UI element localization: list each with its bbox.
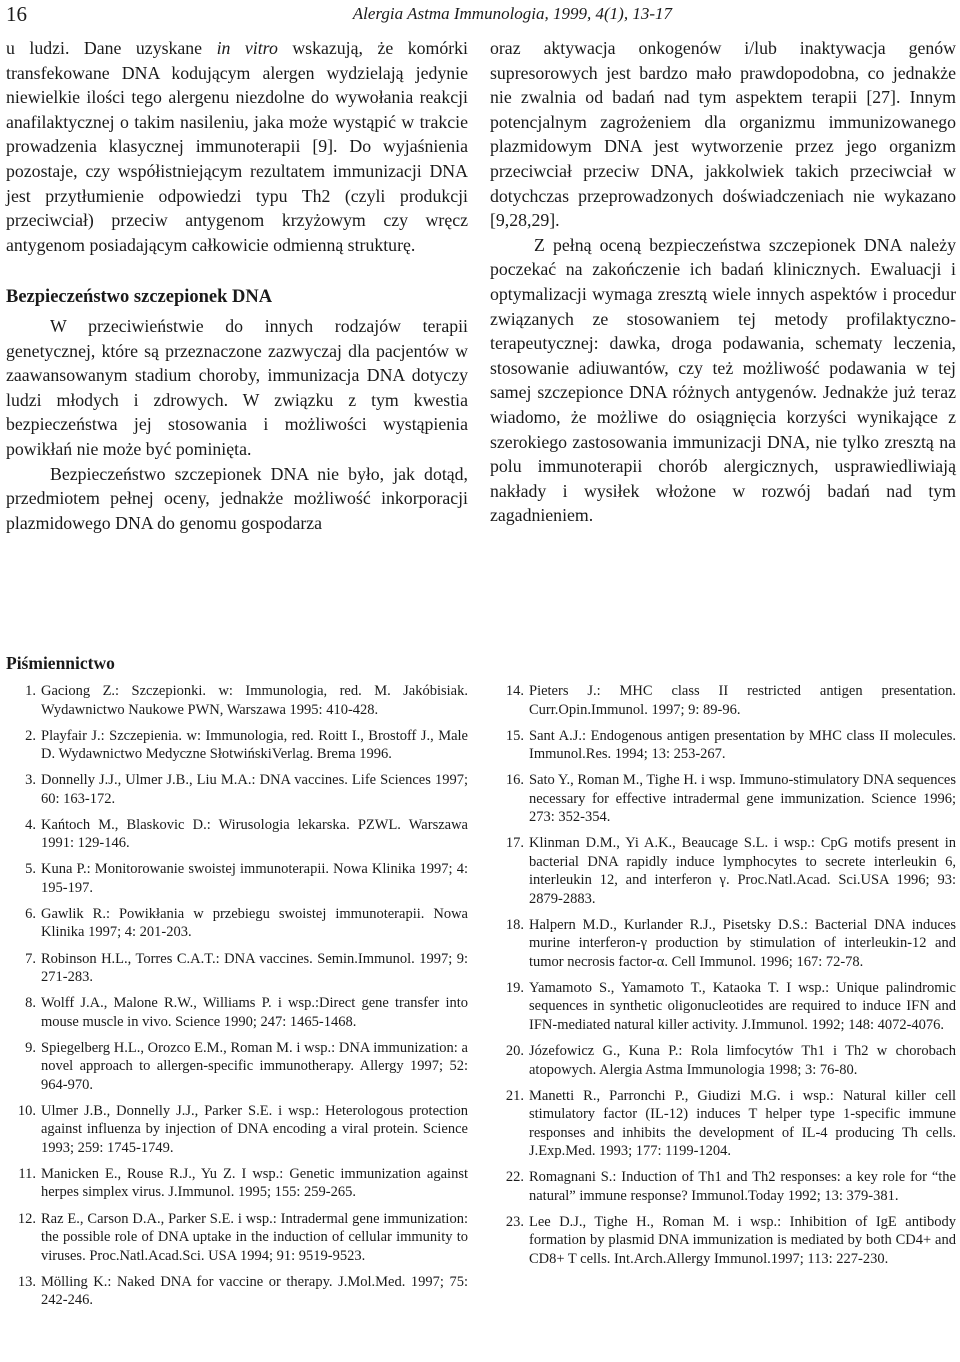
italic-phrase: in vitro xyxy=(216,38,278,58)
reference-number: 9 . xyxy=(8,1039,36,1058)
reference-text: Donnelly J.J., Ulmer J.B., Liu M.A.: DNA vaccines. Life Sciences 1997; 60: 163-172. xyxy=(41,772,468,807)
reference-item xyxy=(8,816,468,853)
reference-item xyxy=(8,1039,468,1095)
reference-item xyxy=(8,682,468,719)
reference-number: 16 . xyxy=(496,771,524,790)
reference-number: 21 . xyxy=(496,1087,524,1106)
reference-text: Robinson H.L., Torres C.A.T.: DNA vaccines. Semin.Immunol. 1997; 9: 271-283. xyxy=(41,950,468,986)
reference-text: Sant A.J.: Endogenous antigen presentation by MHC class II molecules. Immunol.Res. 1994; 13: 253-267. xyxy=(529,727,956,763)
reference-number: 4 . xyxy=(8,816,36,835)
reference-text: Gaciong Z.: Szczepionki. w: Immunologia, red. M. Jakóbisiak. Wydawnictwo Naukowe PWN, Warszawa 1995: 410-428. xyxy=(41,683,468,718)
reference-item xyxy=(496,771,956,827)
reference-text: Pieters J.: MHC class II restricted antigen presentation. Curr.Opin.Immunol. 1997; 9: 89-96. xyxy=(529,683,956,718)
reference-item xyxy=(8,727,468,764)
reference-text: Spiegelberg H.L., Orozco E.M., Roman M. i wsp.: DNA immunization: a novel approach to allergen-specific immunotherapy. Allergy 1997; 52: 964-970. xyxy=(41,1039,468,1093)
reference-number: 3 . xyxy=(8,771,36,790)
references-heading: Piśmiennictwo xyxy=(6,653,115,673)
paragraph-text: u ludzi. Dane uzyskane xyxy=(6,38,217,58)
reference-item xyxy=(496,1087,956,1161)
reference-item xyxy=(496,682,956,719)
reference-number: 1 . xyxy=(8,682,36,701)
paragraph-text: wskazują, że komórki transfekowane DNA kodującym alergen wydzielają jedynie niewielkie ilości tego alergenu niezdolne do wywołania reakcji anafilaktycznej o takim nasileniu, jaka może wystąpić w trakcie prowadzenia klasycznej immunoterapii [9]. Do wyjaśnienia pozostaje, czy współistniejącym rezultatem immunizacji DNA jest przytłumienie odpowiedzi typu Th2 (czyli produkcji przeciwciał) przeciw antygenom krzyżowym czy wręcz antygenom posiadającym całkowicie odmienną strukturę. xyxy=(6,38,468,255)
left-column xyxy=(6,36,468,535)
page-header xyxy=(6,2,954,28)
reference-text: Lee D.J., Tighe H., Roman M. i wsp.: Inhibition of IgE antibody formation by plasmid DNA immunization is mediated by both CD4+ and CD8+ T cells. Int.Arch.Allergy Immunol.1997; 113: 227-230. xyxy=(529,1213,956,1267)
reference-text: Józefowicz G., Kuna P.: Rola limfocytów Th1 i Th2 w chorobach atopowych. Alergia Astma Immunologia 1998; 3: 76-80. xyxy=(529,1043,956,1078)
paragraph: W przeciwieństwie do innych rodzajów terapii genetycznej, które są przeznaczone zazwyczaj dla pacjentów w zaawansowanym stadium choroby, immunizacja DNA dotyczy ludzi młodych i zdrowych. W związku z tym kwestia bezpieczeństwa jej stosowania i możliwości wystąpienia powikłań nie może być pominięta. xyxy=(6,315,468,459)
reference-number: 22 . xyxy=(496,1168,524,1187)
reference-item xyxy=(8,994,468,1031)
reference-number: 11 . xyxy=(8,1165,36,1184)
reference-text: Manicken E., Rouse R.J., Yu Z. I wsp.: Genetic immunization against herpes simplex virus. J.Immunol. 1995; 155: 259-265. xyxy=(41,1165,468,1201)
reference-number: 20 . xyxy=(496,1042,524,1061)
right-column xyxy=(490,36,956,528)
reference-number: 13 . xyxy=(8,1273,36,1292)
reference-number: 15 . xyxy=(496,727,524,746)
reference-text: Kuna P.: Monitorowanie swoistej immunoterapii. Nowa Klinika 1997; 4: 195-197. xyxy=(41,861,468,896)
reference-number: 10 . xyxy=(8,1102,36,1121)
reference-item xyxy=(496,916,956,972)
reference-number: 23 . xyxy=(496,1213,524,1232)
reference-item xyxy=(8,1102,468,1158)
reference-text: Mölling K.: Naked DNA for vaccine or therapy. J.Mol.Med. 1997; 75: 242-246. xyxy=(41,1273,468,1309)
reference-item xyxy=(496,979,956,1035)
journal-citation: Alergia Astma Immunologia, 1999, 4(1), 13-17 xyxy=(352,4,672,23)
reference-text: Manetti R., Parronchi P., Giudizi M.G. i wsp.: Natural killer cell stimulatory factor (IL-12) induces T helper type 1-specific immune responses and inhibits the development of IL-4 producing Th cells. J.Exp.Med. 1993; 177: 1199-1204. xyxy=(529,1087,956,1160)
reference-number: 14 . xyxy=(496,682,524,701)
page-number: 16 xyxy=(6,2,27,26)
reference-text: Wolff J.A., Malone R.W., Williams P. i wsp.:Direct gene transfer into mouse muscle in vivo. Science 1990; 247: 1465-1468. xyxy=(41,995,468,1030)
reference-item xyxy=(496,1213,956,1269)
reference-number: 18 . xyxy=(496,916,524,935)
reference-number: 12 . xyxy=(8,1210,36,1229)
paragraph: Z pełną oceną bezpieczeństwa szczepionek DNA należy poczekać na zakończenie ich badań klinicznych. Ewaluacji i optymalizacji wymaga zresztą wiele innych aspektów i procedur związanych ze stosowaniem tej metody profilaktyczno-terapeutycznej: dawka, droga podawania, schematy leczenia, stosowanie adiuwantów, czy też możliwość podawania w tej samej szczepionce DNA różnych antygenów. Jednakże już teraz wiadomo, że możliwe do osiągnięcia korzyści wynikające z szerokiego zastosowania immunizacji DNA, nie tylko zresztą na polu immunoterapii chorób alergicznych, usprawiedliwiają nakłady i wysiłek włożone w rozwój badań nad tym zagadnieniem. xyxy=(490,234,956,526)
reference-number: 6 . xyxy=(8,905,36,924)
reference-text: Yamamoto S., Yamamoto T., Kataoka T. I wsp.: Unique palindromic sequences in synthetic oligonucleotides are required to induce IFN and IFN-mediated natural killer activity. J.Immunol. 1992; 148: 4072-4076. xyxy=(529,979,956,1033)
paragraph: oraz aktywacja onkogenów i/lub inaktywacja genów supresorowych jest bardzo mało prawdopodobna, co jednakże nie zwalnia od badań nad tym aspektem terapii [27]. Innym potencjalnym zagrożeniem dla organizmu immunizowanego plazmidowym DNA jest wytworzenie przez jego organizm przeciwciał przeciw DNA, jakkolwiek takich przeciwciał w dotychczas przeprowadzonych doświadczeniach nie wykazano [9,28,29]. xyxy=(490,38,956,231)
reference-text: Kańtoch M., Blaskovic D.: Wirusologia lekarska. PZWL. Warszawa 1991: 129-146. xyxy=(41,816,468,852)
reference-item xyxy=(8,1273,468,1310)
reference-text: Romagnani S.: Induction of Th1 and Th2 responses: a key role for “the natural” immune response? Immunol.Today 1992; 13: 379-381. xyxy=(529,1169,956,1204)
reference-number: 5 . xyxy=(8,860,36,879)
reference-item xyxy=(8,771,468,808)
reference-item xyxy=(8,905,468,942)
references-list-left xyxy=(8,682,468,1317)
reference-text: Ulmer J.B., Donnelly J.J., Parker S.E. i wsp.: Heterologous protection against influenza by injection of DNA encoding a viral protein. Science 1993; 259: 1745-1749. xyxy=(41,1102,468,1156)
paragraph: Bezpieczeństwo szczepionek DNA nie było, jak dotąd, przedmiotem pełnej oceny, jednakże możliwość inkorporacji plazmidowego DNA do genomu gospodarza xyxy=(6,463,468,533)
reference-item xyxy=(496,727,956,764)
reference-item xyxy=(496,1168,956,1205)
reference-text: Sato Y., Roman M., Tighe H. i wsp. Immuno-stimulatory DNA sequences necessary for effective intradermal gene immunization. Science 1996; 273: 352-354. xyxy=(529,772,956,826)
reference-item xyxy=(8,1165,468,1202)
reference-item xyxy=(496,1042,956,1079)
references-list-right xyxy=(496,682,956,1276)
paragraph xyxy=(6,36,468,257)
reference-text: Gawlik R.: Powikłania w przebiegu swoistej immunoterapii. Nowa Klinika 1997; 4: 201-203. xyxy=(41,905,468,941)
reference-item xyxy=(8,950,468,987)
reference-item xyxy=(8,860,468,897)
section-heading: Bezpieczeństwo szczepionek DNA xyxy=(6,287,273,308)
reference-item xyxy=(8,1210,468,1266)
reference-text: Raz E., Carson D.A., Parker S.E. i wsp.: Intradermal gene immunization: the possible role of DNA uptake in the induction of cellular immunity to viruses. Proc.Natl.Acad.Sci. USA 1994; 91: 9519-9523. xyxy=(41,1210,468,1264)
reference-number: 2 . xyxy=(8,727,36,746)
reference-item xyxy=(496,834,956,908)
reference-number: 17 . xyxy=(496,834,524,853)
reference-text: Klinman D.M., Yi A.K., Beaucage S.L. i wsp.: CpG motifs present in bacterial DNA rapidly induce lymphocytes to secrete interleukin 6, interleukin 12, and interferon γ. Proc.Natl.Acad. Sci.USA 1996; 93: 2879-2883. xyxy=(529,835,956,907)
reference-text: Halpern M.D., Kurlander R.J., Pisetsky D.S.: Bacterial DNA induces murine interferon-γ production by stimulation of interleukin-12 and tumor necrosis factor-α. Cell Immunol. 1996; 167: 72-78. xyxy=(529,916,956,970)
reference-number: 8 . xyxy=(8,994,36,1013)
reference-text: Playfair J.: Szczepienia. w: Immunologia, red. Roitt I., Brostoff J., Male D. Wydawnictwo Medyczne SłotwińskiVerlag. Brema 1996. xyxy=(41,727,468,763)
reference-number: 7 . xyxy=(8,950,36,969)
reference-number: 19 . xyxy=(496,979,524,998)
